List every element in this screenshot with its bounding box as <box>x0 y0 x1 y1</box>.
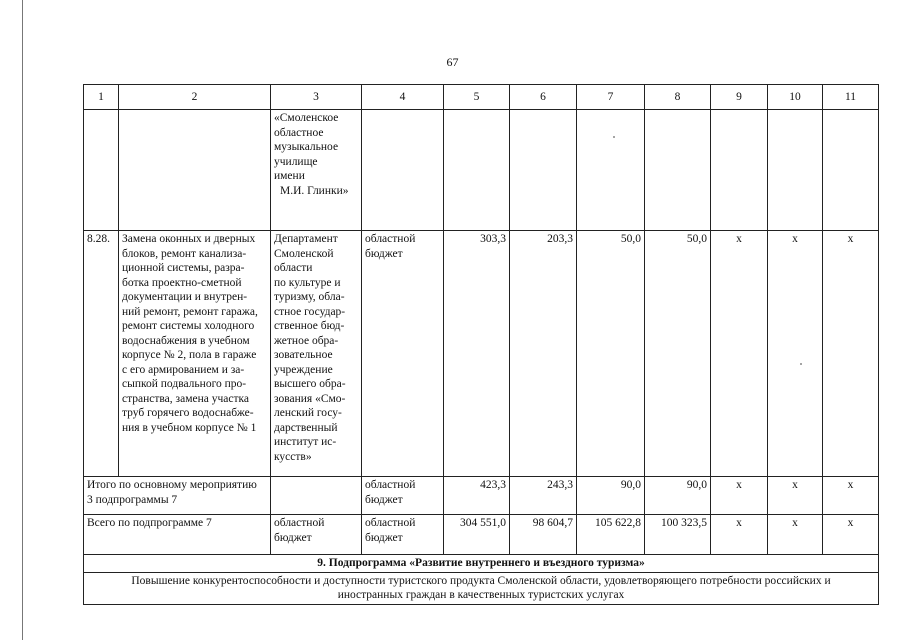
header-cell: 5 <box>444 85 510 110</box>
header-cell: 4 <box>362 85 444 110</box>
value-cell: 100 323,5 <box>645 515 711 555</box>
value-cell: 90,0 <box>645 477 711 515</box>
value-cell: x <box>768 477 823 515</box>
value-cell: 98 604,7 <box>510 515 577 555</box>
header-cell: 1 <box>84 85 119 110</box>
value-cell: 243,3 <box>510 477 577 515</box>
value-cell: x <box>823 515 879 555</box>
total-row-subprogram <box>84 515 879 555</box>
value-cell: 303,3 <box>444 231 510 477</box>
header-cell: 8 <box>645 85 711 110</box>
value-cell: x <box>823 231 879 477</box>
total-label: Всего по подпрограмме 7 <box>84 515 271 555</box>
funding-source: областной бюджет <box>362 231 444 477</box>
header-cell: 2 <box>119 85 271 110</box>
value-cell: x <box>768 515 823 555</box>
scan-speck <box>800 363 802 365</box>
funding-source: областной бюджет <box>362 515 444 555</box>
value-cell: x <box>711 515 768 555</box>
executor-cell: областной бюджет <box>271 515 362 555</box>
left-margin-rule <box>22 0 23 640</box>
section-goal-row <box>84 572 879 604</box>
header-cell: 6 <box>510 85 577 110</box>
scan-speck <box>613 136 615 138</box>
funding-source: областной бюджет <box>362 477 444 515</box>
value-cell: 90,0 <box>577 477 645 515</box>
continuation-row <box>84 110 879 231</box>
value-cell: 50,0 <box>645 231 711 477</box>
value-cell: 203,3 <box>510 231 577 477</box>
value-cell: 304 551,0 <box>444 515 510 555</box>
value-cell: 50,0 <box>577 231 645 477</box>
value-cell: x <box>711 231 768 477</box>
activity-description: Замена оконных и дверных блоков, ремонт канализа- ционной системы, разра- ботка проектно-сметной документации и внутрен- ний ремонт, ремонт гаража, ремонт системы холодного водоснабжения в учебном корпусе № 2, пола в гараже с его армированием и за- сыпкой подвального про- странства, замена участка труб горячего водоснабже- ния в учебном корпусе № 1 <box>119 231 271 477</box>
executor-cell: «Смоленское областное музыкальное училище имени М.И. Глинки» <box>271 110 362 231</box>
section-goal: Повышение конкурентоспособности и доступности туристского продукта Смоленской области, удовлетворяющего потребности российских и иностранных граждан в качественных туристских услугах <box>84 572 879 604</box>
header-cell: 7 <box>577 85 645 110</box>
executor-cell: Департамент Смоленской области по культуре и туризму, обла- стное государ- ственное бюд- жетное обра- зовательное учреждение высшего обра- зования «Смо- ленский госу- дарственный институт ис- кусств» <box>271 231 362 477</box>
header-cell: 10 <box>768 85 823 110</box>
value-cell: x <box>711 477 768 515</box>
budget-table <box>83 84 879 605</box>
value-cell: x <box>823 477 879 515</box>
header-cell: 3 <box>271 85 362 110</box>
page-number: 67 <box>446 55 459 69</box>
total-label: Итого по основному мероприятию 3 подпрограммы 7 <box>84 477 271 515</box>
table-row <box>84 231 879 477</box>
header-cell: 11 <box>823 85 879 110</box>
value-cell: 105 622,8 <box>577 515 645 555</box>
total-row-main-activity <box>84 477 879 515</box>
section-title-row <box>84 555 879 573</box>
section-title: 9. Подпрограмма «Развитие внутреннего и въездного туризма» <box>84 555 879 573</box>
value-cell: x <box>768 231 823 477</box>
header-row <box>84 85 879 110</box>
header-cell: 9 <box>711 85 768 110</box>
value-cell: 423,3 <box>444 477 510 515</box>
row-number: 8.28. <box>84 231 119 477</box>
